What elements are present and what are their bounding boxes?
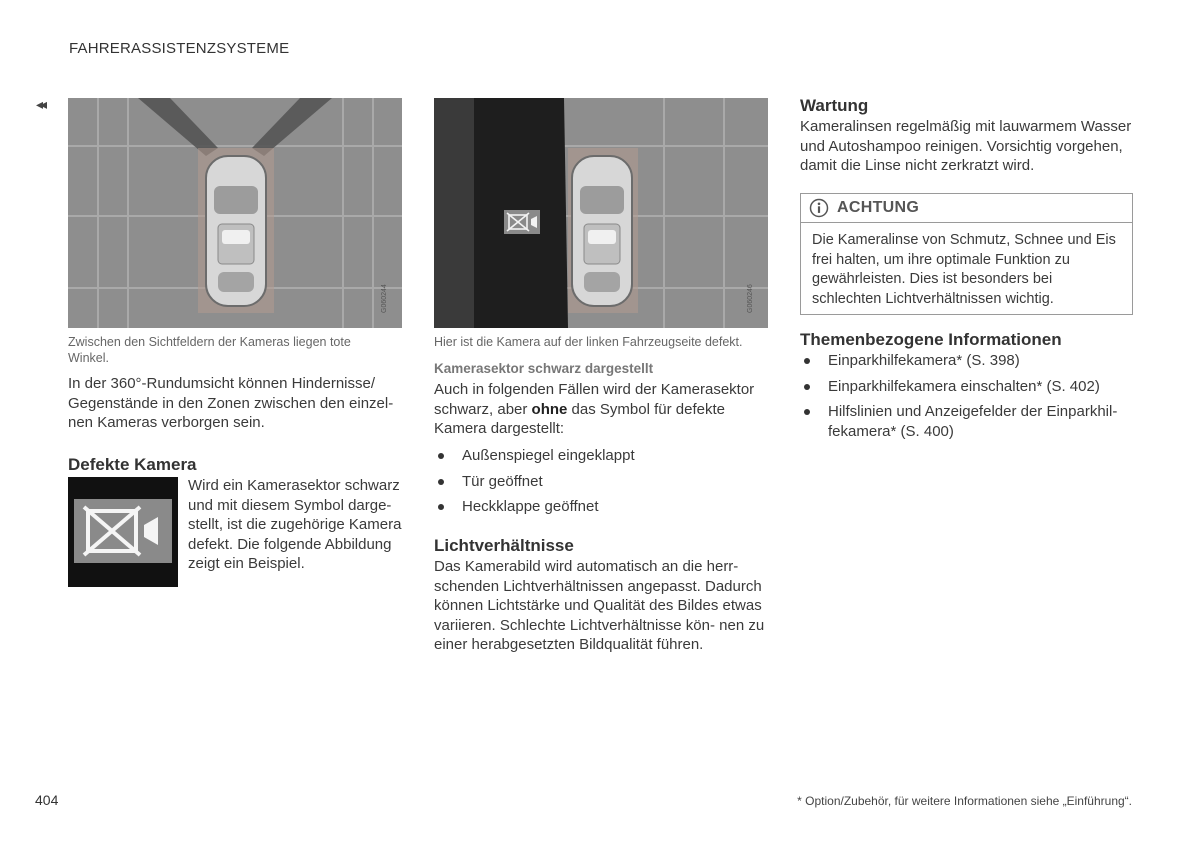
- subheading-black-sector: Kamerasektor schwarz dargestellt: [434, 361, 654, 376]
- body-paragraph: In der 360°-Rundumsicht können Hindernisse/ Gegenstände in den Zonen zwischen den einzel- nen Kameras verborgen sein.: [68, 375, 394, 431]
- section-heading-wartung: Wartung: [800, 96, 869, 115]
- chapter-title: FAHRERASSISTENZSYSTEME: [69, 40, 290, 57]
- warning-box: [800, 193, 1133, 315]
- previous-page-icon[interactable]: ◂◂: [36, 96, 45, 112]
- figure-caption: Hier ist die Kamera auf der linken Fahrzeugseite defekt.: [434, 335, 743, 349]
- camera-defect-marker: [504, 210, 540, 234]
- figure-code: G060246: [747, 284, 754, 313]
- car-top-view: [572, 156, 632, 306]
- figure-blind-spots: [68, 98, 402, 328]
- figure-defect-left-camera: [434, 98, 768, 328]
- camera-defect-icon: [74, 499, 172, 563]
- page-number: 404: [35, 792, 59, 808]
- car-top-view: [206, 156, 266, 306]
- section-heading-defekte-kamera: Defekte Kamera: [68, 455, 197, 474]
- list-item: Heckklappe geöffnet: [434, 497, 766, 517]
- related-link[interactable]: Einparkhilfekamera* (S. 398): [800, 351, 1134, 371]
- warning-text: Die Kameralinse von Schmutz, Schnee und Eis frei halten, um ihre optimale Funktion zu gewährleisten. Dies ist besonders bei schlechten Lichtverhältnissen wichtig.: [812, 232, 1116, 307]
- figure-caption: Zwischen den Sichtfeldern der Kameras liegen tote Winkel.: [68, 335, 351, 365]
- list-item: Außenspiegel eingeklappt: [434, 446, 766, 466]
- lighting-paragraph: Das Kamerabild wird automatisch an die herr- schenden Lichtverhältnissen angepasst. Dadurch können Lichtstärke und Qualität des Bildes etwas variieren. Schlechte Lichtverhältnisse kön- nen zu einer herabgesetzten Bildqualität führen.: [434, 558, 765, 653]
- defect-view-illustration: [434, 98, 768, 328]
- related-link[interactable]: Einparkhilfekamera einschalten* (S. 402): [800, 377, 1134, 397]
- top-view-illustration: [68, 98, 402, 328]
- figure-code: G060244: [381, 284, 388, 313]
- defect-description: Wird ein Kamerasektor schwarz und mit diesem Symbol darge- stellt, ist die zugehörige Kamera defekt. Die folgende Abbildung zeigt ein Beispiel.: [188, 477, 402, 572]
- emphasis-ohne: ohne: [531, 400, 568, 418]
- black-sector-intro: Auch in folgenden Fällen wird der Kamerasektor schwarz, aber ohne das Symbol für defekte Kamera dargestellt:: [434, 381, 755, 437]
- warning-title: ACHTUNG: [837, 199, 920, 216]
- maintenance-paragraph: Kameralinsen regelmäßig mit lauwarmem Wasser und Autoshampoo reinigen. Vorsichtig vorgehen, damit die Linse nicht zerkratzt wird.: [800, 118, 1132, 174]
- warning-header: [801, 194, 1132, 223]
- related-links-list: [800, 351, 1134, 441]
- list-item: Tür geöffnet: [434, 472, 766, 492]
- section-heading-related: Themenbezogene Informationen: [800, 330, 1062, 349]
- defective-camera-symbol: [68, 477, 178, 587]
- condition-list: [434, 446, 766, 517]
- related-link[interactable]: Hilfslinien und Anzeigefelder der Einparkhil- fekamera* (S. 400): [800, 402, 1134, 441]
- info-icon: [809, 198, 829, 218]
- footnote: * Option/Zubehör, für weitere Informationen siehe „Einführung“.: [797, 794, 1132, 808]
- section-heading-lichtverhaeltnisse: Lichtverhältnisse: [434, 536, 574, 555]
